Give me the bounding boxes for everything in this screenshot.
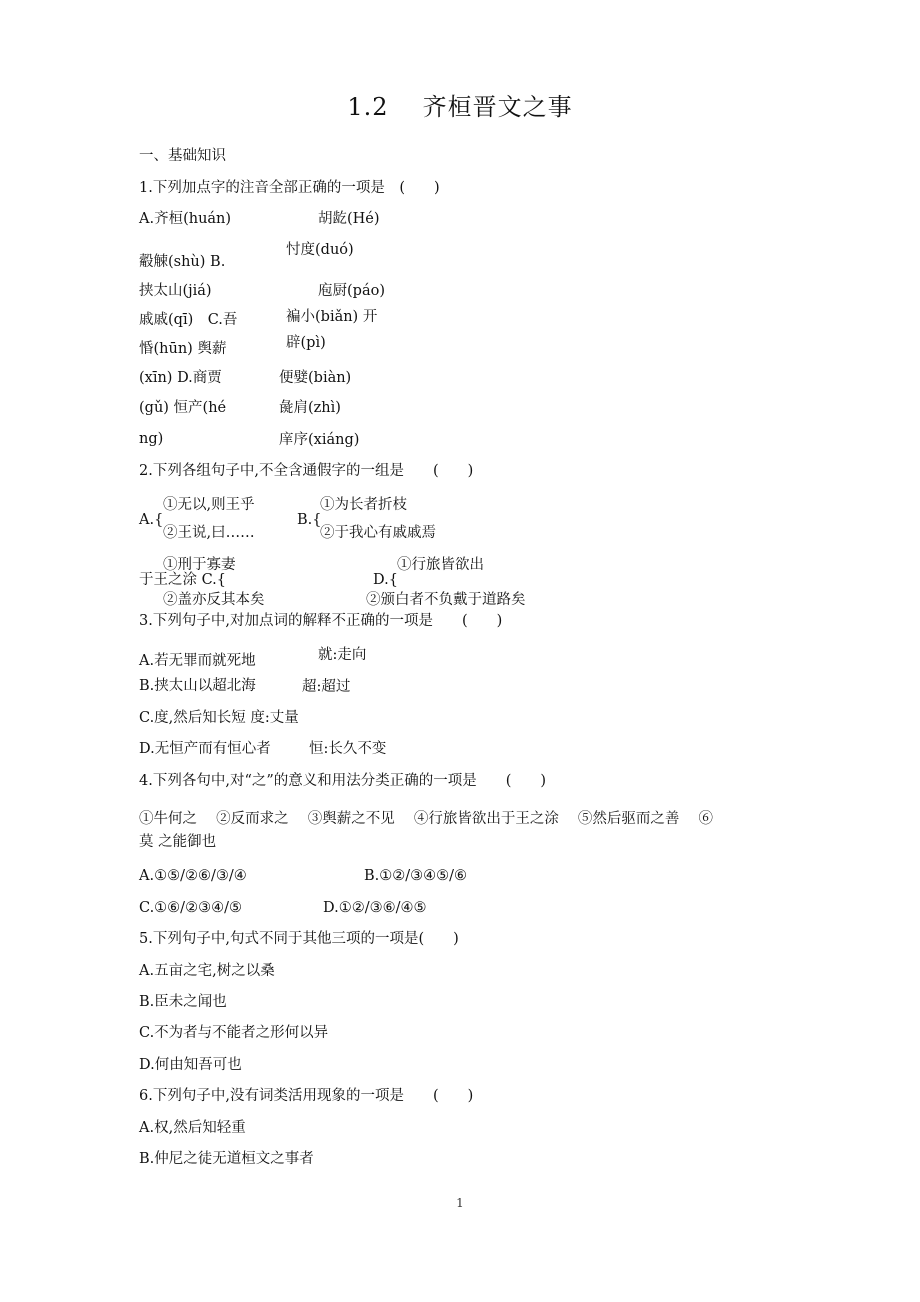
q3-a-note: 就:走向 xyxy=(318,647,367,663)
q1-option-a-2: 胡龁(Hé) xyxy=(318,211,380,227)
page-title xyxy=(0,92,920,122)
q2-d-line1: ①行旅皆欲出 xyxy=(397,557,484,573)
section-heading: 一、基础知识 xyxy=(139,148,226,164)
q3-stem: 3.下列句子中,对加点词的解释不正确的一项是 ( ) xyxy=(139,613,503,629)
q2-b-line1: ①为长者折枝 xyxy=(320,497,407,513)
q5-option-a: A.五亩之宅,树之以桑 xyxy=(139,963,275,979)
q4-option-a: A.①⑤/②⑥/③/④ xyxy=(139,868,247,884)
q3-d-note: 恒:长久不变 xyxy=(309,741,387,757)
q4-stem: 4.下列各句中,对“之”的意义和用法分类正确的一项是 ( ) xyxy=(139,773,547,789)
q3-option-c: C.度,然后知长短 度:丈量 xyxy=(139,710,299,726)
q2-c-line2: ②盖亦反其本矣 xyxy=(163,592,265,608)
q1-option-h-1: ng) xyxy=(139,431,164,447)
q1-option-h-2: 庠序(xiáng) xyxy=(279,432,360,448)
q1-option-b-0: 忖度(duó) xyxy=(286,242,354,258)
q3-b-note: 超:超过 xyxy=(302,679,351,695)
q2-b-line2: ②于我心有戚戚焉 xyxy=(320,525,436,541)
q2-a-line2: ②王说,曰…… xyxy=(163,525,255,541)
q1-option-g-1: (gǔ) 恒产(hé xyxy=(139,400,227,416)
q2-d-line2: ②颁白者不负戴于道路矣 xyxy=(366,592,526,608)
q3-option-b: B.挟太山以超北海 xyxy=(139,678,256,694)
q1-option-d-1: 戚戚(qī) C.吾 xyxy=(139,312,238,328)
q1-option-f-1: (xīn) D.商贾 xyxy=(139,370,222,386)
q1-option-c-2: 庖厨(páo) xyxy=(318,283,385,299)
q1-option-e-1: 惛(hūn) 舆薪 xyxy=(139,341,227,357)
q1-option-f-2: 便嬖(biàn) xyxy=(279,370,352,386)
q1-option-d-2: 褊小(biǎn) 开 xyxy=(286,309,378,325)
q2-b-label: B.{ xyxy=(297,512,322,528)
q4-sentences-line1: ①牛何之 ②反而求之 ③舆薪之不见 ④行旅皆欲出于王之涂 ⑤然后驱而之善 ⑥ xyxy=(139,811,714,827)
q3-option-a: A.若无罪而就死地 xyxy=(139,653,256,669)
q2-c-line1: ①刑于寡妻 xyxy=(163,557,236,573)
q2-a-line1: ①无以,则王乎 xyxy=(163,497,255,513)
q4-option-d: D.①②/③⑥/④⑤ xyxy=(323,900,427,916)
q1-option-g-2: 彘肩(zhì) xyxy=(279,400,341,416)
q1-option-a: A.齐桓(huán) xyxy=(139,211,232,227)
q1-option-c-1: 挟太山(jiá) xyxy=(139,283,212,299)
title-text: 齐桓晋文之事 xyxy=(422,93,573,121)
q5-option-c: C.不为者与不能者之形何以异 xyxy=(139,1025,329,1041)
q3-option-d: D.无恒产而有恒心者 xyxy=(139,741,271,757)
q5-option-d: D.何由知吾可也 xyxy=(139,1057,242,1073)
q5-option-b: B.臣未之闻也 xyxy=(139,994,227,1010)
title-number: 1.2 xyxy=(347,93,389,121)
q6-option-a: A.权,然后知轻重 xyxy=(139,1120,246,1136)
q6-stem: 6.下列句子中,没有词类活用现象的一项是 ( ) xyxy=(139,1088,474,1104)
q1-option-b-1: 觳觫(shù) B. xyxy=(139,254,226,270)
q2-c-label: 于王之涂 C.{ xyxy=(139,572,227,588)
page-number: 1 xyxy=(456,1196,464,1210)
q1-stem: 1.下列加点字的注音全部正确的一项是 ( ) xyxy=(139,180,440,196)
q4-sentences-line2: 莫 之能御也 xyxy=(139,834,217,850)
q2-stem: 2.下列各组句子中,不全含通假字的一组是 ( ) xyxy=(139,463,474,479)
q1-option-e-2: 辟(pì) xyxy=(286,335,326,351)
q4-option-b: B.①②/③④⑤/⑥ xyxy=(364,868,468,884)
q4-option-c: C.①⑥/②③④/⑤ xyxy=(139,900,242,916)
q2-d-label: D.{ xyxy=(373,572,398,588)
q6-option-b: B.仲尼之徒无道桓文之事者 xyxy=(139,1151,314,1167)
q2-a-label: A.{ xyxy=(139,512,164,528)
q5-stem: 5.下列句子中,句式不同于其他三项的一项是( ) xyxy=(139,931,459,947)
